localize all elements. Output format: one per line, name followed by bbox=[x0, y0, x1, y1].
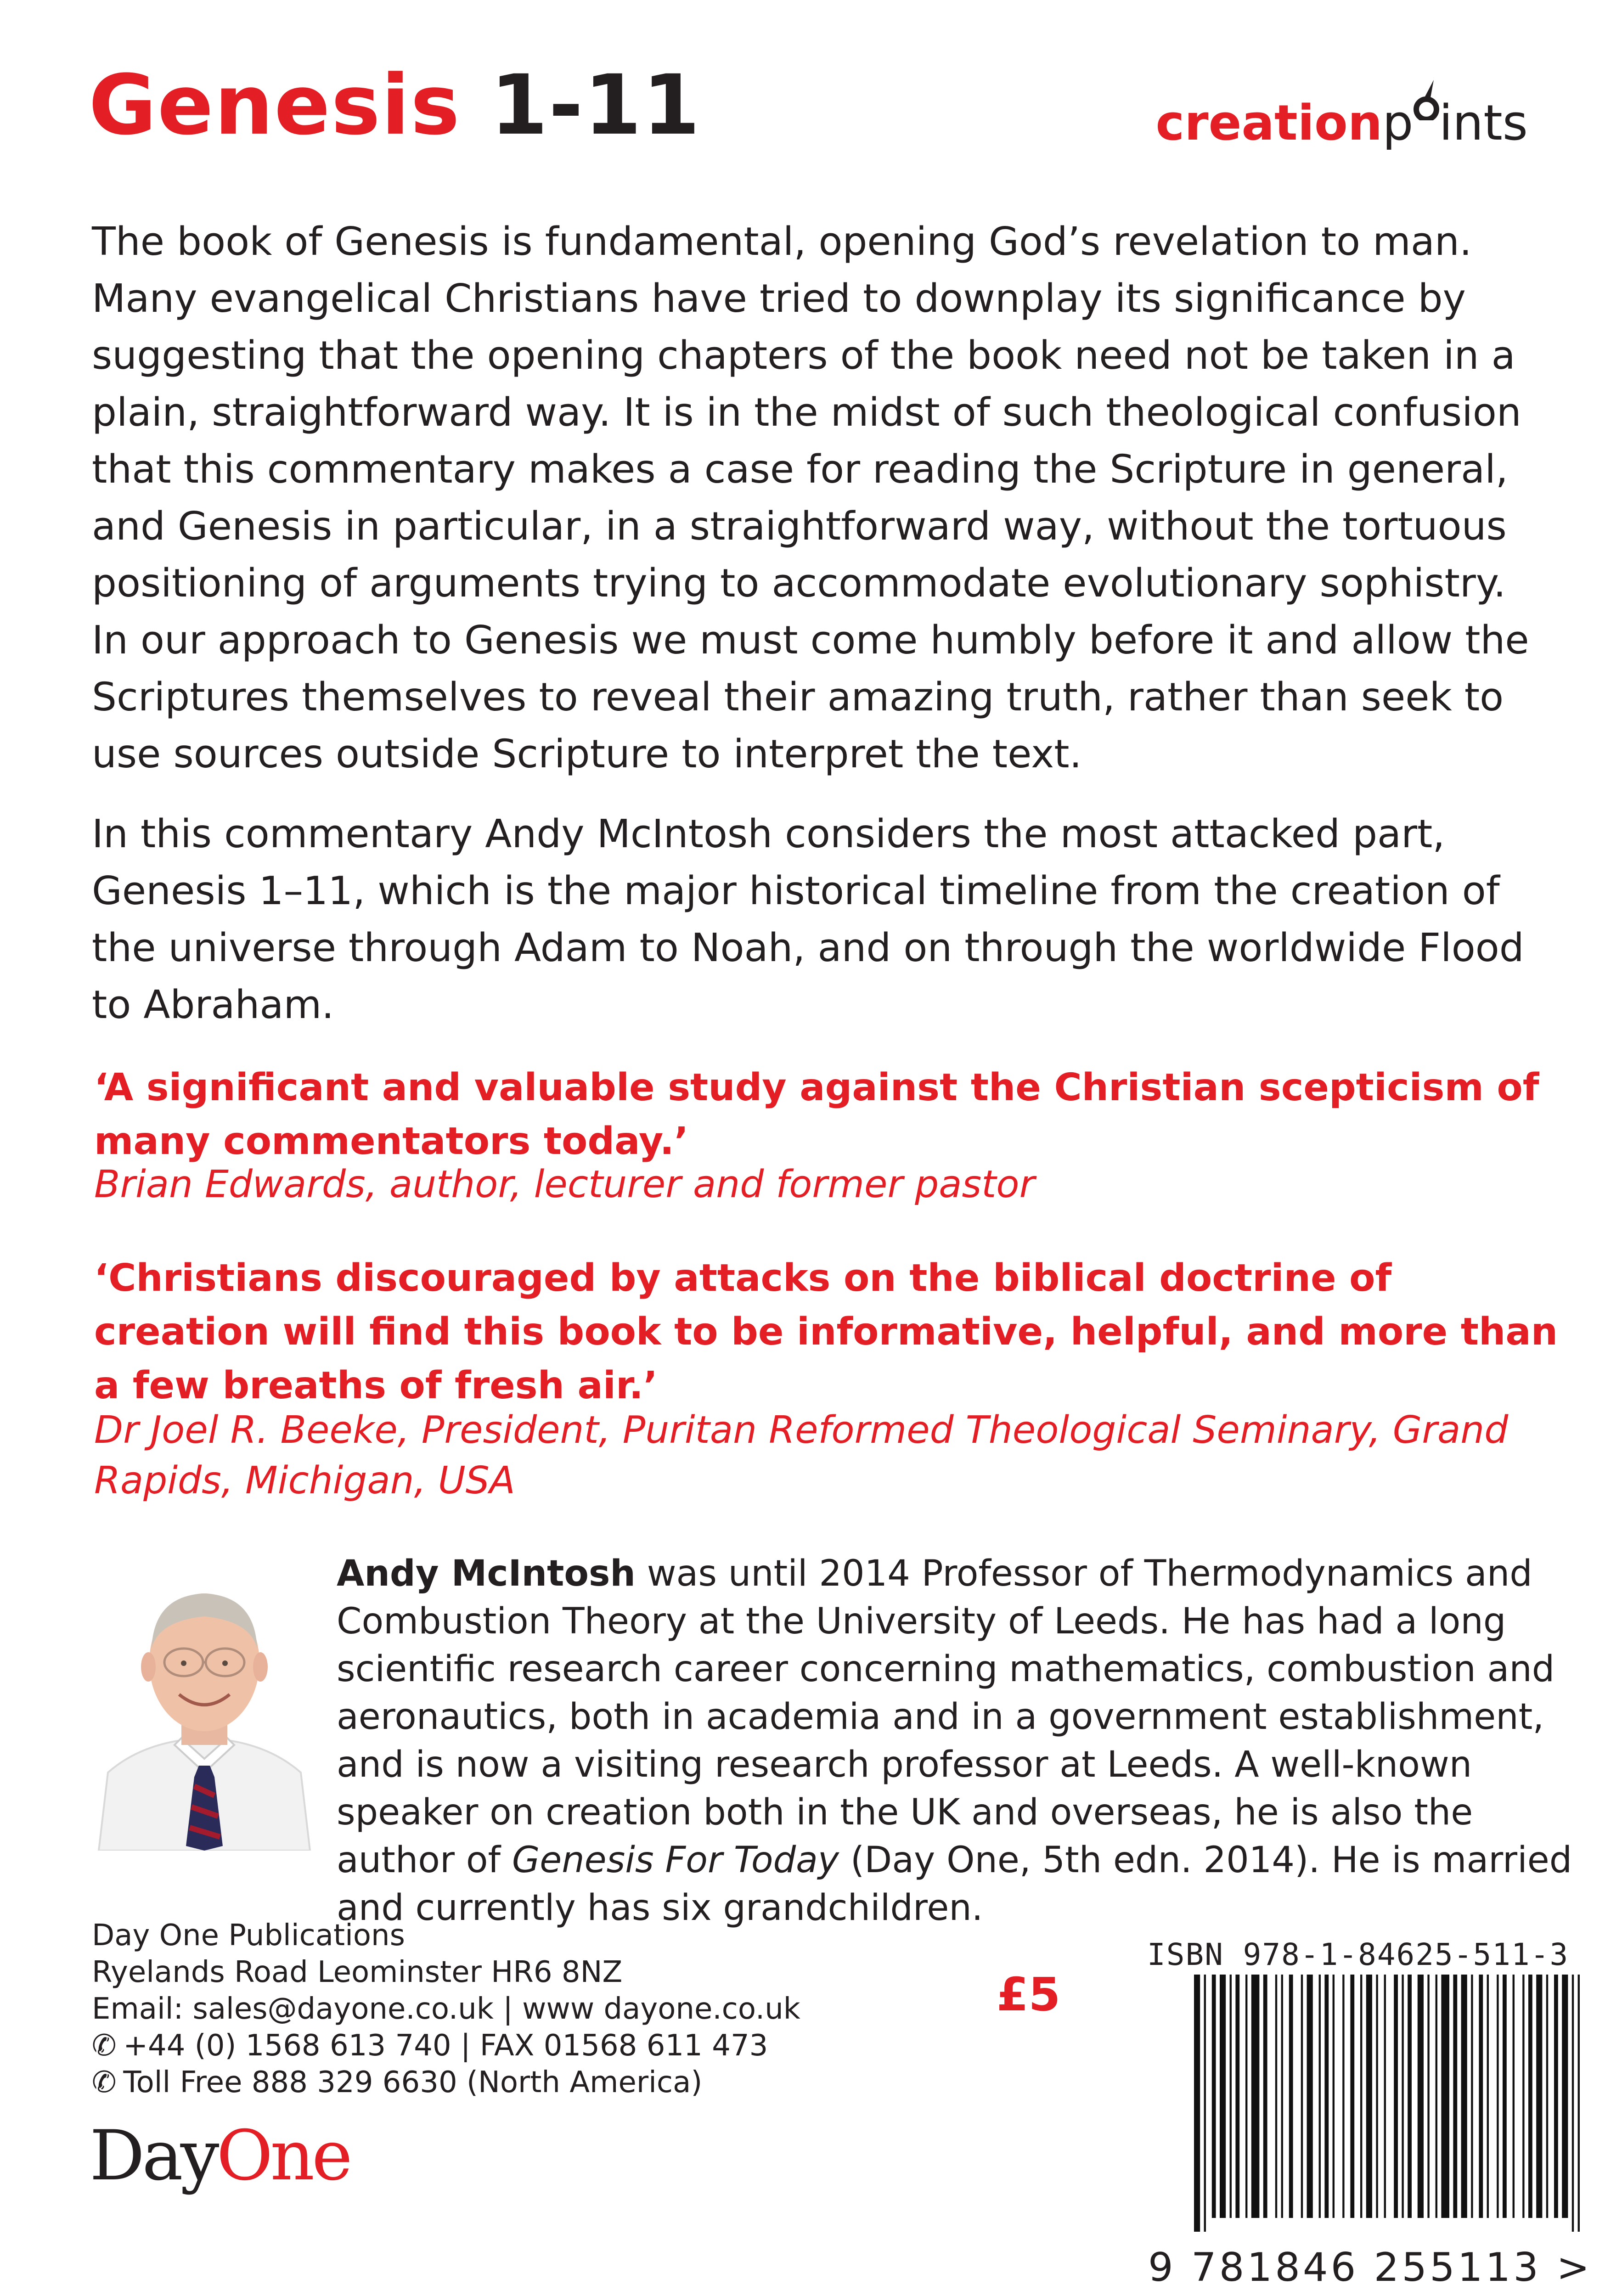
brand-points-end: ints bbox=[1439, 95, 1528, 151]
barcode-bar bbox=[1366, 1975, 1372, 2218]
endorsement-attribution-1: Brian Edwards, author, lecturer and former pastor bbox=[94, 1163, 1035, 1206]
author-book-title: Genesis For Today bbox=[512, 1840, 839, 1881]
barcode-bar bbox=[1235, 1975, 1239, 2218]
barcode-bar bbox=[1562, 1975, 1568, 2218]
barcode-bar bbox=[1275, 1975, 1277, 2218]
logo-day: Day bbox=[90, 2116, 217, 2196]
pen-nib-icon bbox=[1414, 107, 1439, 140]
brand-creation: creation bbox=[1155, 95, 1383, 151]
barcode-bar bbox=[1230, 1975, 1232, 2218]
barcode-bar bbox=[1384, 1975, 1386, 2218]
creation-points-logo bbox=[1155, 95, 1528, 151]
barcode-bar bbox=[1546, 1975, 1548, 2218]
barcode-bar bbox=[1324, 1975, 1329, 2218]
author-bio-text-1: was until 2014 Professor of Thermodynamics and Combustion Theory at the University of Leeds. He has had a long scientific research career concerning mathematics, combustion and aeronautics, both in academia and in a government establishment, and is now a visiting research professor at Leeds. A well-known speaker on creation both in the UK and overseas, he is also the author of bbox=[337, 1553, 1555, 1881]
phone-icon: ✆ bbox=[92, 2029, 117, 2063]
barcode-bar bbox=[1245, 1975, 1247, 2218]
phone-icon: ✆ bbox=[92, 2065, 117, 2099]
title-word: Genesis bbox=[89, 57, 461, 153]
publisher-contact: Email: sales@dayone.co.uk | www dayone.co.uk bbox=[92, 1992, 800, 2026]
barcode-bar bbox=[1453, 1975, 1457, 2218]
barcode-bar bbox=[1513, 1975, 1515, 2218]
publisher-address: Ryelands Road Leominster HR6 8NZ bbox=[92, 1955, 623, 1989]
endorsement-quote-1: ‘A significant and valuable study against the Christian scepticism of many commentators today.’ bbox=[94, 1066, 1539, 1163]
price-label: £5 bbox=[997, 1968, 1061, 2021]
barcode-bar bbox=[1319, 1975, 1321, 2218]
day-one-logo bbox=[90, 2116, 350, 2196]
author-bio bbox=[337, 1550, 1586, 1932]
barcode-bar bbox=[1301, 1975, 1303, 2218]
author-name: Andy McIntosh bbox=[337, 1553, 636, 1594]
barcode bbox=[1194, 1975, 1580, 2232]
barcode-bar bbox=[1497, 1975, 1498, 2218]
barcode-bar bbox=[1503, 1975, 1507, 2218]
endorsement-quote-2: ‘Christians discouraged by attacks on the biblical doctrine of creation will find this book to be informative, helpful, and more than a few breaths of fresh air.’ bbox=[94, 1256, 1558, 1407]
barcode-bar bbox=[1289, 1975, 1293, 2218]
barcode-bar bbox=[1536, 1975, 1542, 2218]
book-title bbox=[89, 57, 701, 153]
barcode-bar bbox=[1441, 1975, 1449, 2218]
endorsement-attribution-2: Dr Joel R. Beeke, President, Puritan Reformed Theological Seminary, Grand Rapids, Michigan, USA bbox=[94, 1408, 1509, 1503]
publisher-phone-row bbox=[92, 2027, 800, 2064]
barcode-bar bbox=[1194, 1975, 1200, 2232]
barcode-bar bbox=[1554, 1975, 1558, 2218]
barcode-bar bbox=[1204, 1975, 1206, 2232]
barcode-bar bbox=[1263, 1975, 1267, 2218]
barcode-bar bbox=[1487, 1975, 1489, 2218]
barcode-bar bbox=[1342, 1975, 1344, 2218]
barcode-bar bbox=[1307, 1975, 1313, 2218]
barcode-bar bbox=[1212, 1975, 1216, 2218]
description-paragraph-2: In this commentary Andy McIntosh considers the most attacked part, Genesis 1–11, which is the major historical timeline from the creation of the universe through Adam to Noah, and on through the worldwide Flood to Abraham. bbox=[92, 811, 1524, 1028]
barcode-bar bbox=[1402, 1975, 1403, 2218]
barcode-bar bbox=[1522, 1975, 1524, 2218]
barcode-bar bbox=[1220, 1975, 1226, 2218]
barcode-bar bbox=[1251, 1975, 1260, 2218]
barcode-bar bbox=[1333, 1975, 1335, 2218]
barcode-bar bbox=[1350, 1975, 1354, 2218]
barcode-bar bbox=[1471, 1975, 1473, 2218]
barcode-bar bbox=[1418, 1975, 1424, 2218]
barcode-bar bbox=[1528, 1975, 1532, 2218]
publisher-phone: +44 (0) 1568 613 740 | FAX 01568 611 473 bbox=[123, 2029, 768, 2063]
barcode-bar bbox=[1408, 1975, 1412, 2218]
description-paragraph-1: The book of Genesis is fundamental, opening God’s revelation to man. Many evangelical Christians have tried to downplay its significance by suggesting that the opening chapters of the book need not be taken in a plain, straightforward way. It is in the midst of such theological confusion that this commentary makes a case for reading the Scripture in general, and Genesis in particular, in a straightforward way, without the tortuous positioning of arguments trying to accommodate evolutionary sophistry. In our approach to Genesis we must come humbly before it and allow the Scriptures themselves to reveal their amazing truth, rather than seek to use sources outside Scripture to interpret the text. bbox=[92, 219, 1529, 777]
logo-one: One bbox=[216, 2116, 350, 2196]
publisher-tollfree-row bbox=[92, 2064, 800, 2101]
publisher-name: Day One Publications bbox=[92, 1919, 405, 1953]
barcode-bar bbox=[1436, 1975, 1437, 2218]
barcode-bar bbox=[1376, 1975, 1378, 2218]
brand-points-start: p bbox=[1382, 95, 1414, 151]
barcode-bar bbox=[1281, 1975, 1283, 2218]
author-photo bbox=[90, 1557, 319, 1851]
isbn-label: ISBN 978-1-84625-511-3 bbox=[1147, 1937, 1569, 1972]
barcode-bar bbox=[1360, 1975, 1362, 2218]
barcode-bar bbox=[1479, 1975, 1483, 2218]
barcode-bar bbox=[1461, 1975, 1467, 2218]
title-chapters: 1-11 bbox=[490, 57, 701, 153]
barcode-digits: 9 781846 255113 > bbox=[1148, 2245, 1593, 2290]
publisher-info bbox=[92, 1917, 800, 2101]
publisher-tollfree: Toll Free 888 329 6630 (North America) bbox=[123, 2065, 703, 2099]
barcode-bar bbox=[1572, 1975, 1574, 2232]
barcode-bar bbox=[1427, 1975, 1429, 2218]
barcode-bar bbox=[1578, 1975, 1580, 2232]
author-bio-text-2: (Day One, 5th edn. 2014). He is married and currently has six grandchildren. bbox=[337, 1840, 1572, 1929]
barcode-bar bbox=[1394, 1975, 1398, 2218]
